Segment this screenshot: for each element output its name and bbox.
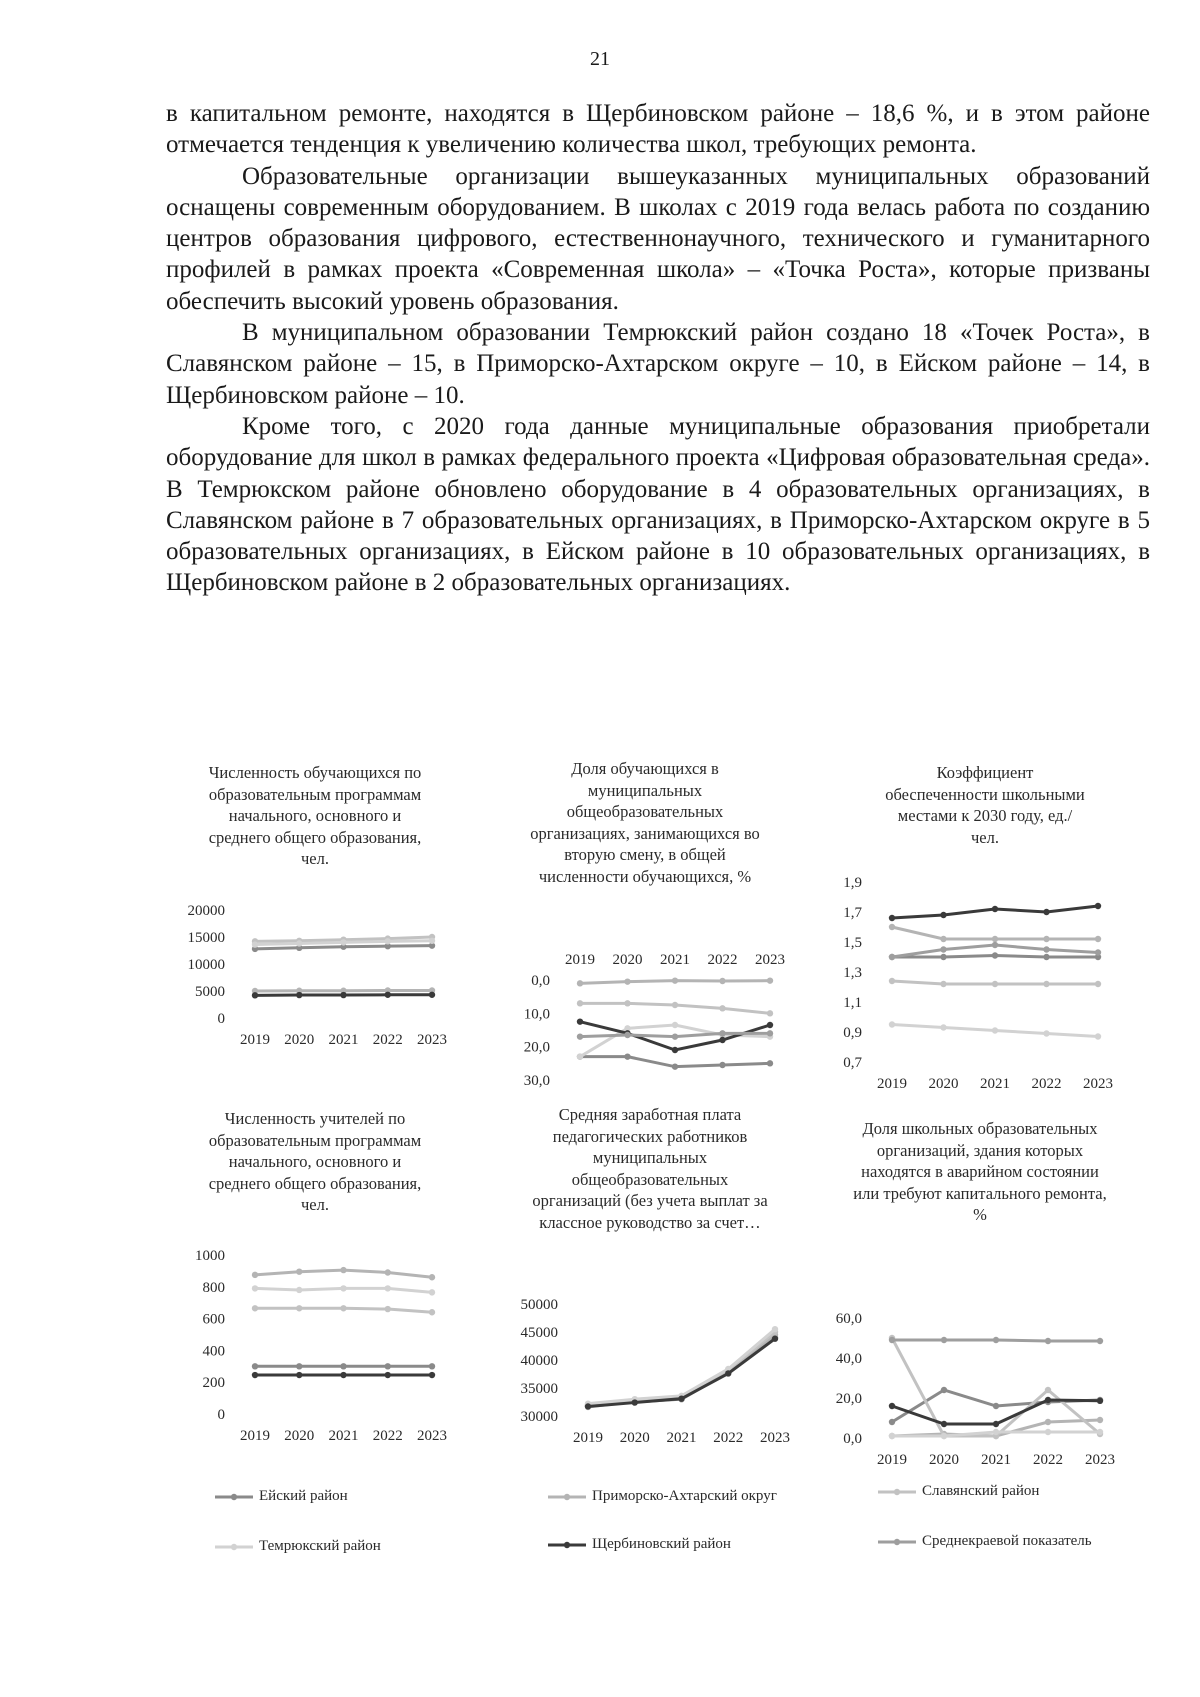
x-tick-label: 2022 xyxy=(1031,1076,1062,1092)
y-tick-label: 10000 xyxy=(187,957,225,973)
legend-swatch xyxy=(546,1539,588,1551)
x-tick-label: 2023 xyxy=(1085,1452,1115,1468)
data-point-yeysk xyxy=(889,1419,895,1425)
data-point-temryuk xyxy=(429,1289,435,1295)
legend-marker xyxy=(231,1543,237,1549)
y-tick-label: 30,0 xyxy=(523,1073,550,1089)
data-point-regional-average xyxy=(993,1337,999,1343)
data-point-temryuk xyxy=(252,1285,258,1291)
chart-title: Доля обучающихся в муниципальных общеобразовательных организациях, занимающихся во вторую смену, в общей численности обучающихся, % xyxy=(530,759,760,886)
data-point-regional-average xyxy=(889,1337,895,1343)
data-point-slavyansk xyxy=(992,981,998,987)
data-point-slavyansk xyxy=(624,1000,630,1006)
data-point-shcherbinovsk xyxy=(296,992,302,998)
y-tick-label: 0 xyxy=(217,1407,225,1423)
chart-teachers xyxy=(160,1108,480,1458)
data-point-temryuk xyxy=(1043,1030,1049,1036)
data-point-yeysk xyxy=(1043,954,1049,960)
y-tick-label: 1,7 xyxy=(843,905,862,921)
data-point-temryuk xyxy=(429,938,435,944)
y-tick-label: 1000 xyxy=(195,1248,225,1264)
legend-label: Щербиновский район xyxy=(592,1536,731,1552)
chart-title: Коэффициент обеспеченности школьными местами к 2030 году, ед./чел. xyxy=(885,763,1085,847)
chart-second-shift xyxy=(500,758,820,1088)
data-point-temryuk xyxy=(889,1021,895,1027)
data-point-yeysk xyxy=(672,1063,678,1069)
legend-item xyxy=(876,1483,1039,1500)
x-tick-label: 2022 xyxy=(372,1428,403,1444)
data-point-primorsko-akhtarsk xyxy=(1097,1417,1103,1423)
data-point-shcherbinovsk xyxy=(992,906,998,912)
data-point-shcherbinovsk xyxy=(889,1403,895,1409)
data-point-slavyansk xyxy=(672,1002,678,1008)
y-tick-label: 0,7 xyxy=(843,1055,862,1071)
data-point-shcherbinovsk xyxy=(429,992,435,998)
y-tick-label: 20,0 xyxy=(523,1039,550,1056)
data-point-slavyansk xyxy=(1045,1387,1051,1393)
data-point-yeysk xyxy=(941,1387,947,1393)
data-point-shcherbinovsk xyxy=(252,1372,258,1378)
data-point-shcherbinovsk xyxy=(678,1395,684,1401)
x-tick-label: 2022 xyxy=(707,952,738,968)
data-point-regional-average xyxy=(941,1337,947,1343)
data-point-yeysk xyxy=(719,1062,725,1068)
chart-plot xyxy=(830,762,1150,1092)
chart-salary xyxy=(500,1104,820,1454)
x-tick-label: 2020 xyxy=(929,1452,959,1468)
data-point-shcherbinovsk xyxy=(1097,1398,1103,1404)
data-point-regional-average xyxy=(672,1033,678,1039)
legend-marker xyxy=(564,1493,570,1499)
data-point-yeysk xyxy=(993,1403,999,1409)
series-line-temryuk xyxy=(588,1329,775,1403)
data-point-yeysk xyxy=(385,1363,391,1369)
legend-marker xyxy=(894,1538,900,1544)
y-tick-label: 0 xyxy=(217,1011,225,1027)
data-point-shcherbinovsk xyxy=(632,1399,638,1405)
chart-students xyxy=(160,762,480,1092)
data-point-temryuk xyxy=(340,1285,346,1291)
x-tick-label: 2021 xyxy=(980,1076,1010,1092)
data-point-shcherbinovsk xyxy=(385,1372,391,1378)
data-point-slavyansk xyxy=(940,981,946,987)
chart-school-places xyxy=(830,762,1150,1092)
data-point-shcherbinovsk xyxy=(941,1421,947,1427)
y-tick-label: 50000 xyxy=(520,1297,558,1313)
data-point-yeysk xyxy=(429,1363,435,1369)
legend-item xyxy=(213,1488,348,1505)
data-point-shcherbinovsk xyxy=(719,1037,725,1043)
data-point-shcherbinovsk xyxy=(889,915,895,921)
data-point-slavyansk xyxy=(767,1010,773,1016)
y-tick-label: 1,5 xyxy=(843,935,862,951)
chart-plot xyxy=(160,1108,480,1458)
data-point-shcherbinovsk xyxy=(672,1047,678,1053)
data-point-regional-average xyxy=(767,1030,773,1036)
legend-label: Темрюкский район xyxy=(259,1538,381,1554)
data-point-primorsko-akhtarsk xyxy=(940,936,946,942)
data-point-shcherbinovsk xyxy=(725,1370,731,1376)
data-point-shcherbinovsk xyxy=(577,1018,583,1024)
data-point-primorsko-akhtarsk xyxy=(719,978,725,984)
legend-swatch xyxy=(213,1491,255,1503)
data-point-temryuk xyxy=(1097,1429,1103,1435)
y-tick-label: 30000 xyxy=(520,1409,558,1425)
data-point-primorsko-akhtarsk xyxy=(992,936,998,942)
data-point-regional-average xyxy=(1097,1338,1103,1344)
data-point-shcherbinovsk xyxy=(772,1336,778,1342)
y-tick-label: 600 xyxy=(202,1311,225,1328)
data-point-slavyansk xyxy=(719,1005,725,1011)
x-tick-label: 2019 xyxy=(573,1430,603,1446)
paragraph-3: В муниципальном образовании Темрюкский район создано 18 «Точек Роста», в Славянском районе – 15, в Приморско-Ахтарском округе – 10, в Ейском районе – 14, в Щербиновском районе – 10. xyxy=(166,319,1150,409)
paragraph-2: Образовательные организации вышеуказанных муниципальных образований оснащены современным оборудованием. В школах с 2019 года велась работа по созданию центров образования цифрового, естественнонаучного, технического и гуманитарного профилей в рамках проекта «Современная школа» – «Точка Роста», которые призваны обеспечить высокий уровень образования. xyxy=(166,162,1150,315)
legend-label: Ейский район xyxy=(259,1488,348,1504)
data-point-yeysk xyxy=(340,1363,346,1369)
data-point-primorsko-akhtarsk xyxy=(385,1269,391,1275)
data-point-yeysk xyxy=(624,1053,630,1059)
body-text xyxy=(166,98,1150,599)
x-tick-label: 2021 xyxy=(328,1032,359,1048)
data-point-primorsko-akhtarsk xyxy=(672,977,678,983)
y-tick-label: 200 xyxy=(202,1375,225,1392)
y-tick-label: 40,0 xyxy=(835,1351,862,1367)
data-point-slavyansk xyxy=(577,1000,583,1006)
data-point-slavyansk xyxy=(1043,981,1049,987)
data-point-regional-average xyxy=(889,954,895,960)
legend-swatch xyxy=(876,1536,918,1548)
y-tick-label: 1,9 xyxy=(843,875,862,891)
x-tick-label: 2021 xyxy=(660,952,690,968)
data-point-temryuk xyxy=(577,1053,583,1059)
y-tick-label: 5000 xyxy=(195,984,225,1000)
data-point-regional-average xyxy=(992,942,998,948)
x-tick-label: 2019 xyxy=(240,1032,270,1048)
x-tick-label: 2019 xyxy=(877,1452,907,1468)
y-tick-label: 20,0 xyxy=(835,1391,862,1407)
data-point-primorsko-akhtarsk xyxy=(624,978,630,984)
data-point-temryuk xyxy=(385,938,391,944)
data-point-slavyansk xyxy=(385,1306,391,1312)
x-tick-label: 2019 xyxy=(565,952,595,968)
data-point-regional-average xyxy=(1095,949,1101,955)
legend-label: Приморско-Ахтарский округ xyxy=(592,1488,777,1504)
data-point-regional-average xyxy=(719,1030,725,1036)
data-point-temryuk xyxy=(993,1429,999,1435)
x-tick-label: 2023 xyxy=(760,1430,790,1446)
data-point-yeysk xyxy=(767,1060,773,1066)
y-tick-label: 15000 xyxy=(187,930,225,946)
y-tick-label: 0,0 xyxy=(843,1431,862,1447)
data-point-primorsko-akhtarsk xyxy=(296,1268,302,1274)
data-point-primorsko-akhtarsk xyxy=(252,1272,258,1278)
chart-title: Численность обучающихся по образовательным программам начального, основного и среднего общего образования, чел. xyxy=(208,763,422,868)
data-point-primorsko-akhtarsk xyxy=(577,980,583,986)
x-tick-label: 2019 xyxy=(240,1428,270,1444)
data-point-primorsko-akhtarsk xyxy=(889,924,895,930)
data-point-slavyansk xyxy=(296,1305,302,1311)
data-point-regional-average xyxy=(1043,946,1049,952)
y-tick-label: 45000 xyxy=(520,1325,558,1341)
data-point-temryuk xyxy=(252,941,258,947)
data-point-primorsko-akhtarsk xyxy=(767,977,773,983)
page-number: 21 xyxy=(590,48,610,70)
data-point-temryuk xyxy=(672,1022,678,1028)
x-tick-label: 2023 xyxy=(1083,1076,1113,1092)
data-point-shcherbinovsk xyxy=(767,1022,773,1028)
data-point-regional-average xyxy=(1045,1338,1051,1344)
data-point-shcherbinovsk xyxy=(296,1372,302,1378)
data-point-yeysk xyxy=(992,952,998,958)
data-point-shcherbinovsk xyxy=(585,1403,591,1409)
data-point-shcherbinovsk xyxy=(1045,1397,1051,1403)
data-point-temryuk xyxy=(889,1433,895,1439)
chart-plot xyxy=(160,762,480,1092)
paragraph-4: Кроме того, с 2020 года данные муниципальные образования приобретали оборудование для школ в рамках федерального проекта «Цифровая образовательная среда». В Темрюкском районе обновлено оборудование в 4 образовательных организациях, в Славянском районе в 7 образовательных организациях, в Приморско-Ахтарском округе в 5 образовательных организациях, в Ейском районе в 10 образовательных организациях, в Щербиновском районе в 2 образовательных организациях. xyxy=(166,412,1150,597)
data-point-temryuk xyxy=(772,1326,778,1332)
data-point-temryuk xyxy=(940,1024,946,1030)
data-point-shcherbinovsk xyxy=(993,1421,999,1427)
data-point-slavyansk xyxy=(889,978,895,984)
legend-item xyxy=(876,1533,1092,1550)
legend-item xyxy=(546,1536,731,1553)
y-tick-label: 0,9 xyxy=(843,1025,862,1041)
data-point-temryuk xyxy=(385,1285,391,1291)
data-point-temryuk xyxy=(992,1027,998,1033)
chart-title: Численность учителей по образовательным программам начального, основного и среднего общего образования, чел. xyxy=(208,1109,422,1214)
data-point-primorsko-akhtarsk xyxy=(429,1274,435,1280)
x-tick-label: 2020 xyxy=(284,1428,315,1444)
x-tick-label: 2022 xyxy=(1033,1452,1063,1468)
y-tick-label: 10,0 xyxy=(523,1006,550,1023)
data-point-yeysk xyxy=(940,954,946,960)
data-point-shcherbinovsk xyxy=(429,1372,435,1378)
data-point-yeysk xyxy=(252,1363,258,1369)
chart-plot xyxy=(830,1118,1150,1468)
x-tick-label: 2019 xyxy=(877,1076,907,1092)
y-tick-label: 40000 xyxy=(520,1353,558,1369)
data-point-slavyansk xyxy=(340,1305,346,1311)
x-tick-label: 2020 xyxy=(619,1430,650,1446)
chart-title: Доля школьных образовательных организаций, здания которых находятся в аварийном состоянии или требуют капитального ремонта, % xyxy=(853,1119,1107,1224)
chart-title: Средняя заработная плата педагогических работников муниципальных общеобразовательных организаций (без учета выплат за классное руководство за счет… xyxy=(532,1105,768,1232)
y-tick-label: 1,3 xyxy=(843,965,862,981)
x-tick-label: 2021 xyxy=(666,1430,697,1446)
data-point-slavyansk xyxy=(252,1305,258,1311)
x-tick-label: 2023 xyxy=(755,952,785,968)
data-point-shcherbinovsk xyxy=(940,912,946,918)
y-tick-label: 60,0 xyxy=(835,1311,862,1327)
legend-item xyxy=(213,1538,381,1555)
chart-plot xyxy=(500,758,820,1088)
data-point-temryuk xyxy=(296,1287,302,1293)
x-tick-label: 2023 xyxy=(417,1032,447,1048)
data-point-primorsko-akhtarsk xyxy=(1043,936,1049,942)
data-point-shcherbinovsk xyxy=(252,992,258,998)
legend-label: Среднекраевой показатель xyxy=(922,1533,1092,1549)
data-point-regional-average xyxy=(940,946,946,952)
legend-label: Славянский район xyxy=(922,1483,1040,1499)
legend-swatch xyxy=(546,1491,588,1503)
y-tick-label: 35000 xyxy=(520,1381,558,1397)
legend-swatch xyxy=(876,1486,918,1498)
legend-marker xyxy=(894,1488,900,1494)
x-tick-label: 2020 xyxy=(928,1076,959,1092)
data-point-shcherbinovsk xyxy=(385,992,391,998)
data-point-primorsko-akhtarsk xyxy=(1045,1419,1051,1425)
data-point-shcherbinovsk xyxy=(340,992,346,998)
legend-marker xyxy=(564,1541,570,1547)
y-tick-label: 0,0 xyxy=(531,973,550,989)
data-point-temryuk xyxy=(1095,1033,1101,1039)
y-tick-label: 1,1 xyxy=(843,995,862,1011)
legend-swatch xyxy=(213,1541,255,1553)
data-point-temryuk xyxy=(296,940,302,946)
legend-marker xyxy=(231,1493,237,1499)
data-point-temryuk xyxy=(340,939,346,945)
data-point-slavyansk xyxy=(1095,981,1101,987)
x-tick-label: 2021 xyxy=(328,1428,359,1444)
data-point-primorsko-akhtarsk xyxy=(340,1267,346,1273)
x-tick-label: 2021 xyxy=(981,1452,1011,1468)
x-tick-label: 2022 xyxy=(713,1430,744,1446)
chart-plot xyxy=(500,1104,820,1454)
data-point-shcherbinovsk xyxy=(1095,903,1101,909)
y-tick-label: 400 xyxy=(202,1343,225,1360)
data-point-slavyansk xyxy=(429,1309,435,1315)
legend-item xyxy=(546,1488,777,1505)
data-point-shcherbinovsk xyxy=(1043,909,1049,915)
data-point-temryuk xyxy=(1045,1429,1051,1435)
x-tick-label: 2022 xyxy=(372,1032,403,1048)
paragraph-1: в капитальном ремонте, находятся в Щербиновском районе – 18,6 %, и в этом районе отмечается тенденция к увеличению количества школ, требующих ремонта. xyxy=(166,100,1150,159)
chart-emergency-buildings xyxy=(830,1118,1150,1468)
data-point-regional-average xyxy=(577,1033,583,1039)
data-point-shcherbinovsk xyxy=(340,1372,346,1378)
y-tick-label: 800 xyxy=(202,1279,225,1296)
y-tick-label: 20000 xyxy=(187,903,225,919)
x-tick-label: 2023 xyxy=(417,1428,447,1444)
data-point-yeysk xyxy=(296,1363,302,1369)
data-point-regional-average xyxy=(624,1032,630,1038)
data-point-primorsko-akhtarsk xyxy=(1095,936,1101,942)
x-tick-label: 2020 xyxy=(284,1032,315,1048)
data-point-temryuk xyxy=(941,1433,947,1439)
x-tick-label: 2020 xyxy=(612,952,643,968)
